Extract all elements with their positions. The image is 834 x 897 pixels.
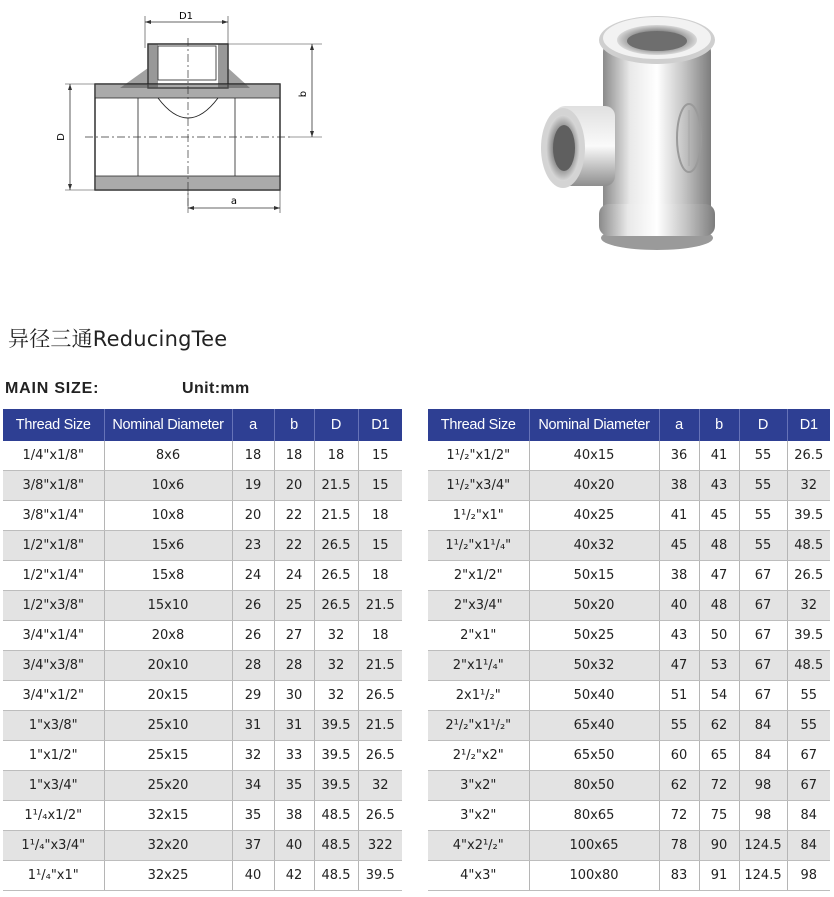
table-cell: 67: [787, 771, 830, 801]
table-cell: 60: [659, 741, 699, 771]
col-a: a: [659, 409, 699, 441]
table-cell: 84: [787, 831, 830, 861]
table-cell: 2"x1/2": [428, 561, 529, 591]
col-nominal-diameter: Nominal Diameter: [104, 409, 232, 441]
table-cell: 15: [358, 471, 402, 501]
table-cell: 98: [787, 861, 830, 891]
table-cell: 40x32: [529, 531, 659, 561]
table-cell: 1¹/₂"x1/2": [428, 441, 529, 471]
table-cell: 20: [274, 471, 314, 501]
table-cell: 50x25: [529, 621, 659, 651]
table-cell: 28: [274, 651, 314, 681]
table-cell: 78: [659, 831, 699, 861]
table-cell: 42: [274, 861, 314, 891]
table-cell: 1¹/₂"x1¹/₄": [428, 531, 529, 561]
table-cell: 100x65: [529, 831, 659, 861]
table-cell: 48.5: [787, 531, 830, 561]
table-cell: 15: [358, 531, 402, 561]
table-cell: 40: [659, 591, 699, 621]
table-cell: 25: [274, 591, 314, 621]
table-cell: 54: [699, 681, 739, 711]
table-cell: 55: [739, 471, 787, 501]
table-cell: 3/4"x3/8": [3, 651, 104, 681]
table-cell: 32x15: [104, 801, 232, 831]
table-cell: 2"x1¹/₄": [428, 651, 529, 681]
main-size-label: MAIN SIZE:: [5, 380, 100, 397]
table-cell: 39.5: [314, 711, 358, 741]
table-cell: 26.5: [314, 561, 358, 591]
table-cell: 18: [358, 621, 402, 651]
table-cell: 67: [787, 741, 830, 771]
table-cell: 50x20: [529, 591, 659, 621]
dim-b-label: b: [298, 90, 309, 98]
table-cell: 48: [699, 531, 739, 561]
table-cell: 48.5: [314, 831, 358, 861]
table-cell: 50: [699, 621, 739, 651]
table-cell: 2"x1": [428, 621, 529, 651]
table-cell: 26: [232, 591, 274, 621]
table-cell: 91: [699, 861, 739, 891]
col-nominal-diameter: Nominal Diameter: [529, 409, 659, 441]
table-header-row: [3, 409, 402, 441]
table-row: [428, 771, 830, 801]
table-cell: 51: [659, 681, 699, 711]
table-row: [428, 501, 830, 531]
table-cell: 32x25: [104, 861, 232, 891]
table-cell: 124.5: [739, 831, 787, 861]
table-cell: 3"x2": [428, 801, 529, 831]
col-b: b: [274, 409, 314, 441]
col-d: D: [739, 409, 787, 441]
table-cell: 32: [232, 741, 274, 771]
table-cell: 18: [358, 501, 402, 531]
table-cell: 35: [232, 801, 274, 831]
table-row: [428, 711, 830, 741]
table-cell: 83: [659, 861, 699, 891]
table-cell: 1¹/₄"x1": [3, 861, 104, 891]
table-cell: 39.5: [314, 771, 358, 801]
table-cell: 26.5: [314, 591, 358, 621]
table-cell: 41: [699, 441, 739, 471]
table-cell: 24: [232, 561, 274, 591]
table-cell: 18: [232, 441, 274, 471]
table-cell: 48.5: [787, 651, 830, 681]
table-cell: 322: [358, 831, 402, 861]
table-row: [3, 681, 402, 711]
table-cell: 47: [659, 651, 699, 681]
table-cell: 1¹/₄x1/2": [3, 801, 104, 831]
table-cell: 55: [739, 501, 787, 531]
table-cell: 27: [274, 621, 314, 651]
table-cell: 35: [274, 771, 314, 801]
table-row: [428, 591, 830, 621]
table-cell: 26.5: [358, 801, 402, 831]
table-row: [428, 471, 830, 501]
table-cell: 41: [659, 501, 699, 531]
col-b: b: [699, 409, 739, 441]
table-cell: 1/2"x3/8": [3, 591, 104, 621]
table-cell: 100x80: [529, 861, 659, 891]
table-cell: 20: [232, 501, 274, 531]
table-cell: 80x50: [529, 771, 659, 801]
table-cell: 62: [659, 771, 699, 801]
table-cell: 18: [358, 561, 402, 591]
table-row: [3, 561, 402, 591]
table-row: [3, 711, 402, 741]
table-cell: 39.5: [314, 741, 358, 771]
dim-d-label: D: [56, 133, 67, 141]
table-cell: 84: [739, 711, 787, 741]
table-row: [3, 831, 402, 861]
table-cell: 43: [659, 621, 699, 651]
table-cell: 55: [739, 441, 787, 471]
product-title: 异径三通ReducingTee: [8, 327, 228, 351]
table-cell: 39.5: [358, 861, 402, 891]
table-cell: 1"x1/2": [3, 741, 104, 771]
table-cell: 25x20: [104, 771, 232, 801]
table-row: [428, 531, 830, 561]
table-cell: 50x15: [529, 561, 659, 591]
table-cell: 1/2"x1/8": [3, 531, 104, 561]
table-cell: 43: [699, 471, 739, 501]
table-cell: 1¹/₄"x3/4": [3, 831, 104, 861]
table-cell: 38: [659, 561, 699, 591]
table-cell: 55: [659, 711, 699, 741]
table-cell: 1"x3/8": [3, 711, 104, 741]
table-cell: 25x15: [104, 741, 232, 771]
table-cell: 67: [739, 591, 787, 621]
table-cell: 47: [699, 561, 739, 591]
table-cell: 3/4"x1/4": [3, 621, 104, 651]
table-cell: 32: [787, 471, 830, 501]
table-cell: 39.5: [787, 501, 830, 531]
table-cell: 28: [232, 651, 274, 681]
table-cell: 33: [274, 741, 314, 771]
table-cell: 55: [787, 681, 830, 711]
table-row: [3, 771, 402, 801]
size-table-left: [3, 409, 402, 891]
table-row: [428, 831, 830, 861]
table-cell: 65x50: [529, 741, 659, 771]
table-row: [428, 651, 830, 681]
table-cell: 1¹/₂"x3/4": [428, 471, 529, 501]
table-row: [3, 861, 402, 891]
table-cell: 67: [739, 651, 787, 681]
col-thread-size: Thread Size: [3, 409, 104, 441]
table-cell: 48.5: [314, 801, 358, 831]
table-cell: 21.5: [358, 711, 402, 741]
table-cell: 75: [699, 801, 739, 831]
table-cell: 62: [699, 711, 739, 741]
table-cell: 67: [739, 561, 787, 591]
table-cell: 22: [274, 501, 314, 531]
table-header-row: [428, 409, 830, 441]
table-cell: 38: [274, 801, 314, 831]
table-cell: 50x40: [529, 681, 659, 711]
table-cell: 32: [787, 591, 830, 621]
table-cell: 39.5: [787, 621, 830, 651]
table-cell: 22: [274, 531, 314, 561]
table-cell: 65: [699, 741, 739, 771]
table-row: [3, 441, 402, 471]
table-cell: 4"x3": [428, 861, 529, 891]
table-cell: 90: [699, 831, 739, 861]
table-cell: 32: [358, 771, 402, 801]
table-row: [3, 801, 402, 831]
unit-label: Unit:mm: [182, 380, 250, 397]
table-row: [3, 471, 402, 501]
table-row: [428, 801, 830, 831]
table-row: [428, 861, 830, 891]
col-a: a: [232, 409, 274, 441]
table-cell: 26.5: [358, 741, 402, 771]
size-table-right: [428, 409, 830, 891]
table-cell: 48: [699, 591, 739, 621]
table-cell: 3/8"x1/8": [3, 471, 104, 501]
table-cell: 38: [659, 471, 699, 501]
table-row: [3, 651, 402, 681]
table-row: [3, 741, 402, 771]
table-cell: 1¹/₂"x1": [428, 501, 529, 531]
table-cell: 10x8: [104, 501, 232, 531]
table-cell: 18: [314, 441, 358, 471]
table-cell: 37: [232, 831, 274, 861]
table-cell: 10x6: [104, 471, 232, 501]
table-cell: 72: [699, 771, 739, 801]
table-cell: 15x10: [104, 591, 232, 621]
table-cell: 2x1¹/₂": [428, 681, 529, 711]
table-cell: 15x8: [104, 561, 232, 591]
table-row: [3, 531, 402, 561]
col-d1: D1: [787, 409, 830, 441]
table-cell: 20x10: [104, 651, 232, 681]
table-cell: 15x6: [104, 531, 232, 561]
tee-technical-drawing: [40, 8, 340, 223]
table-cell: 98: [739, 771, 787, 801]
table-cell: 53: [699, 651, 739, 681]
table-cell: 26.5: [314, 531, 358, 561]
table-row: [428, 441, 830, 471]
tee-product-image: [535, 8, 735, 253]
table-row: [428, 621, 830, 651]
table-cell: 19: [232, 471, 274, 501]
table-cell: 31: [274, 711, 314, 741]
table-cell: 48.5: [314, 861, 358, 891]
table-cell: 3/4"x1/2": [3, 681, 104, 711]
col-d1: D1: [358, 409, 402, 441]
table-cell: 21.5: [358, 651, 402, 681]
table-cell: 45: [699, 501, 739, 531]
table-cell: 45: [659, 531, 699, 561]
table-cell: 1/2"x1/4": [3, 561, 104, 591]
table-cell: 1/4"x1/8": [3, 441, 104, 471]
table-cell: 21.5: [314, 471, 358, 501]
dim-a-label: a: [230, 196, 238, 207]
table-cell: 32: [314, 681, 358, 711]
table-cell: 26: [232, 621, 274, 651]
table-cell: 26.5: [787, 561, 830, 591]
table-row: [428, 681, 830, 711]
table-cell: 24: [274, 561, 314, 591]
col-thread-size: Thread Size: [428, 409, 529, 441]
table-row: [3, 591, 402, 621]
table-cell: 20x15: [104, 681, 232, 711]
table-cell: 124.5: [739, 861, 787, 891]
table-cell: 84: [739, 741, 787, 771]
table-cell: 55: [787, 711, 830, 741]
table-cell: 40x25: [529, 501, 659, 531]
dim-d1-label: D1: [178, 11, 194, 22]
table-cell: 98: [739, 801, 787, 831]
table-cell: 21.5: [358, 591, 402, 621]
table-cell: 32: [314, 651, 358, 681]
table-cell: 30: [274, 681, 314, 711]
table-cell: 23: [232, 531, 274, 561]
table-cell: 50x32: [529, 651, 659, 681]
table-cell: 32x20: [104, 831, 232, 861]
table-cell: 8x6: [104, 441, 232, 471]
table-cell: 2"x3/4": [428, 591, 529, 621]
table-cell: 1"x3/4": [3, 771, 104, 801]
table-cell: 67: [739, 621, 787, 651]
table-cell: 40: [274, 831, 314, 861]
table-cell: 72: [659, 801, 699, 831]
table-cell: 26.5: [787, 441, 830, 471]
table-cell: 18: [274, 441, 314, 471]
table-cell: 40x15: [529, 441, 659, 471]
table-cell: 25x10: [104, 711, 232, 741]
table-row: [3, 501, 402, 531]
table-cell: 21.5: [314, 501, 358, 531]
col-d: D: [314, 409, 358, 441]
table-cell: 34: [232, 771, 274, 801]
table-cell: 3"x2": [428, 771, 529, 801]
table-cell: 20x8: [104, 621, 232, 651]
table-row: [3, 621, 402, 651]
table-cell: 55: [739, 531, 787, 561]
table-cell: 65x40: [529, 711, 659, 741]
table-cell: 2¹/₂"x1¹/₂": [428, 711, 529, 741]
table-cell: 31: [232, 711, 274, 741]
table-cell: 4"x2¹/₂": [428, 831, 529, 861]
table-cell: 26.5: [358, 681, 402, 711]
table-cell: 40: [232, 861, 274, 891]
table-cell: 32: [314, 621, 358, 651]
table-cell: 29: [232, 681, 274, 711]
table-cell: 67: [739, 681, 787, 711]
table-cell: 3/8"x1/4": [3, 501, 104, 531]
table-cell: 84: [787, 801, 830, 831]
table-cell: 40x20: [529, 471, 659, 501]
table-cell: 36: [659, 441, 699, 471]
table-row: [428, 561, 830, 591]
table-row: [428, 741, 830, 771]
table-cell: 80x65: [529, 801, 659, 831]
table-cell: 15: [358, 441, 402, 471]
table-cell: 2¹/₂"x2": [428, 741, 529, 771]
